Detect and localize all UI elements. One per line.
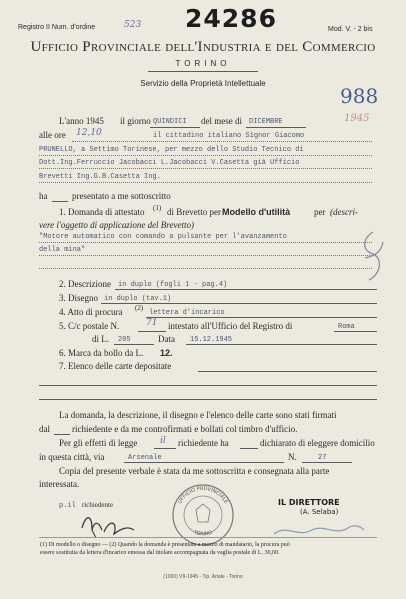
direttore-name: (A. Selaba): [300, 508, 339, 516]
modello-utilita: Modello d'utilità: [222, 207, 291, 217]
marca-value: 12.: [160, 348, 173, 358]
seal-bottom-text: TORINO: [192, 529, 214, 538]
brevetto-label: di Brevetto per: [167, 207, 221, 217]
cc-number: 71: [146, 318, 158, 328]
elenco-label: 7. Elenco delle carte depositate: [59, 361, 172, 371]
descrivere-label-2: vere l'oggetto di applicazione del Brevetto): [39, 220, 194, 230]
footnote-ref-1: (1): [153, 204, 162, 212]
office-city: TORINO: [175, 59, 231, 68]
richiedente-prefix: p.il: [59, 502, 76, 510]
applicant-line-2: PRUNELLO, a Settimo Torinese, per mezzo dello Studio Tecnico di: [39, 146, 304, 154]
service-title: Servizio della Proprietà Intellettuale: [140, 79, 266, 88]
di-l-label: di L.: [92, 334, 109, 344]
descrizione-label: 2. Descrizione: [59, 279, 111, 289]
day-value: QUINDICI: [153, 118, 187, 126]
seal-top-text: UFFICIO PROVINCIALE: [177, 485, 229, 505]
hour-value: 12,10: [76, 128, 102, 138]
direttore-label: IL DIRETTORE: [278, 498, 340, 507]
closing-p2c: richiedente ha: [178, 438, 229, 448]
date-value: 15.12.1945: [190, 336, 233, 344]
footnote-line-1: (1) Di modello o disegno — (2) Quando la domanda è presentata a mezzo di mandatario, la procura può: [40, 542, 290, 548]
il-giorno-label: il giorno: [120, 116, 151, 126]
cc-city: Roma: [338, 323, 355, 331]
closing-p1b: dal: [39, 424, 50, 434]
stamp-number: 988: [340, 84, 379, 108]
registro-label: Registro II Num. d'ordine: [18, 24, 96, 31]
n-label: N.: [288, 452, 297, 462]
procura-value: lettera d'incarico: [149, 309, 225, 317]
via-value: Arsenale: [128, 454, 162, 462]
closing-p1c: richiedente e da me controfirmati e bollati col timbro d'ufficio.: [72, 424, 298, 434]
footnote-ref-2: (2): [135, 304, 144, 312]
applicant-line-4: Brevetti Ing.G.B.Casetta Ing.: [39, 173, 161, 181]
applicant-line-1: il cittadino italiano Signor Giacomo: [153, 132, 305, 140]
pencil-mark-icon: [355, 228, 389, 288]
year-text: L'anno 1945: [59, 116, 104, 126]
closing-p1a: La domanda, la descrizione, il disegno e l'elenco delle carte sono stati firmati: [59, 410, 337, 420]
svg-text:UFFICIO PROVINCIALE: [177, 486, 229, 505]
invention-title-2: della mina": [39, 246, 86, 254]
director-signature-icon: [268, 514, 368, 544]
per-label: per: [314, 207, 326, 217]
marca-label: 6. Marca da bollo da L.: [59, 348, 144, 358]
amount-value: 205: [118, 336, 131, 344]
del-mese-label: del mese di: [201, 116, 242, 126]
disegno-value: in duplo (tav.1): [104, 295, 172, 303]
disegno-label: 3. Disegno: [59, 293, 98, 303]
closing-p2b: il: [160, 436, 166, 446]
registro-number: 523: [124, 20, 142, 30]
closing-p2a: Per gli effetti di legge: [59, 438, 138, 448]
closing-p3a: Copia del presente verbale è stata da me sottoscritta e consegnata alla parte: [59, 466, 330, 476]
printer-line: (1000) VII-1945 - Tip. Artale - Torino: [163, 574, 243, 580]
alle-ore-label: alle ore: [39, 130, 66, 140]
cc-label: 5. C/c postale N.: [59, 321, 120, 331]
protocol-number: 24286: [185, 4, 277, 33]
data-label: Data: [158, 334, 175, 344]
office-seal-icon: [168, 480, 238, 550]
closing-p3b: interessata.: [39, 479, 80, 489]
descrivere-label: (descri-: [330, 207, 358, 217]
closing-p2e: in questa città, via: [39, 452, 105, 462]
n-value: 27: [318, 454, 327, 462]
domanda-label: 1. Domanda di attestato: [59, 207, 145, 217]
header-rule: [148, 71, 258, 72]
richiedente-label: richiedente: [82, 501, 114, 509]
ha-label: ha: [39, 191, 48, 201]
model-code: Mod. V. - 2 bis: [328, 26, 373, 33]
month-value: DICEMBRE: [249, 118, 283, 126]
closing-p2d: dichiarato di eleggere domicilio: [260, 438, 375, 448]
procura-label: 4. Atto di procura: [59, 307, 123, 317]
stamp-year: 1945: [344, 113, 370, 124]
office-title: Ufficio Provinciale dell'Industria e del Commercio: [30, 39, 376, 55]
cc-intestato: intestato all'Ufficio del Registro di: [168, 321, 293, 331]
applicant-line-3: Dott.Ing.Ferruccio Jacobacci L.Jacobacci V.Casetta già Ufficio: [39, 159, 300, 167]
invention-title-1: "Motore automatico con comando a pulsante per l'avanzamento: [39, 233, 287, 241]
descrizione-value: in duplo (fogli 1 - pag.4): [118, 281, 228, 289]
presentato-label: presentato a me sottoscritto: [72, 191, 171, 201]
footnote-line-2: essere sostituita da lettera d'incarico emessa dal titolare accompagnata da vaglia postale di L. 30,00.: [40, 550, 280, 556]
